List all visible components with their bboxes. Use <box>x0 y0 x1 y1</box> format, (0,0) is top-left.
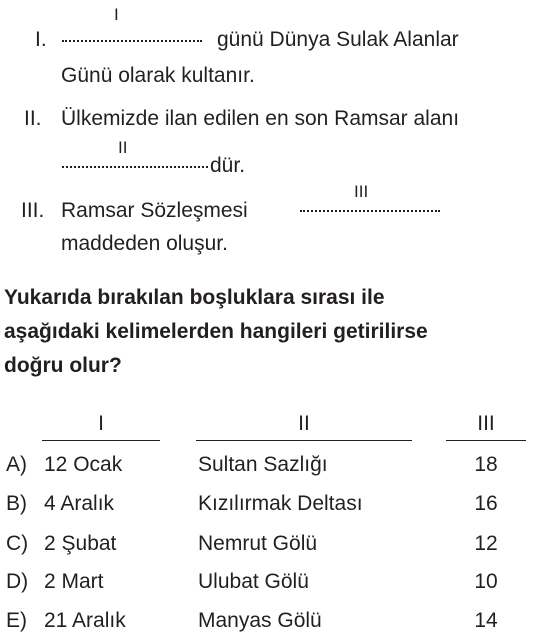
option-letter: E) <box>6 609 27 632</box>
option-col1: 2 Mart <box>44 570 104 593</box>
column-rule-1 <box>42 440 160 441</box>
option-col2: Manyas Gölü <box>198 609 322 632</box>
option-col2: Kızılırmak Deltası <box>198 492 363 515</box>
statement-3-text-line2: maddeden oluşur. <box>61 232 228 255</box>
statement-2-numeral: II. <box>24 107 42 130</box>
option-col2: Nemrut Gölü <box>198 532 318 555</box>
option-col3: 12 <box>474 532 498 555</box>
column-header-3: III <box>477 412 495 435</box>
statement-2-text-line1: Ülkemizde ilan edilen en son Ramsar alanı <box>61 107 460 130</box>
column-rule-3 <box>446 440 526 441</box>
option-col1: 12 Ocak <box>44 453 123 476</box>
option-col3: 10 <box>474 570 498 593</box>
option-letter: B) <box>6 492 27 515</box>
statement-1-text-line1: günü Dünya Sulak Alanlar <box>217 28 459 51</box>
column-rule-2 <box>196 440 412 441</box>
option-col2: Sultan Sazlığı <box>198 453 328 476</box>
blank-label-1: I <box>114 5 119 24</box>
option-letter: A) <box>6 453 27 476</box>
option-letter: D) <box>6 570 29 593</box>
option-col1: 2 Şubat <box>44 532 117 555</box>
option-col3: 14 <box>474 609 498 632</box>
statement-3-numeral: III. <box>21 199 45 222</box>
blank-label-3: III <box>354 182 369 201</box>
option-col3: 18 <box>474 453 498 476</box>
column-header-2: II <box>298 412 310 435</box>
blank-3 <box>300 210 440 212</box>
blank-label-2: II <box>118 138 128 157</box>
statement-2-text-line2: dür. <box>210 154 246 177</box>
option-col1: 4 Aralık <box>44 492 115 515</box>
statement-1-numeral: I. <box>35 28 47 51</box>
option-col3: 16 <box>474 492 498 515</box>
option-col2: Ulubat Gölü <box>198 570 309 593</box>
blank-1 <box>62 40 202 42</box>
option-col1: 21 Aralık <box>44 609 126 632</box>
column-header-1: I <box>98 412 104 435</box>
statement-3-text-line1: Ramsar Sözleşmesi <box>61 199 248 222</box>
option-letter: C) <box>6 532 29 555</box>
statement-1-text-line2: Günü olarak kultanır. <box>61 64 255 87</box>
question-line-2: aşağıdaki kelimelerden hangileri getirilirse <box>4 320 428 343</box>
question-line-3: doğru olur? <box>4 354 122 377</box>
question-line-1: Yukarıda bırakılan boşluklara sırası ile <box>4 286 385 309</box>
blank-2 <box>62 166 208 168</box>
